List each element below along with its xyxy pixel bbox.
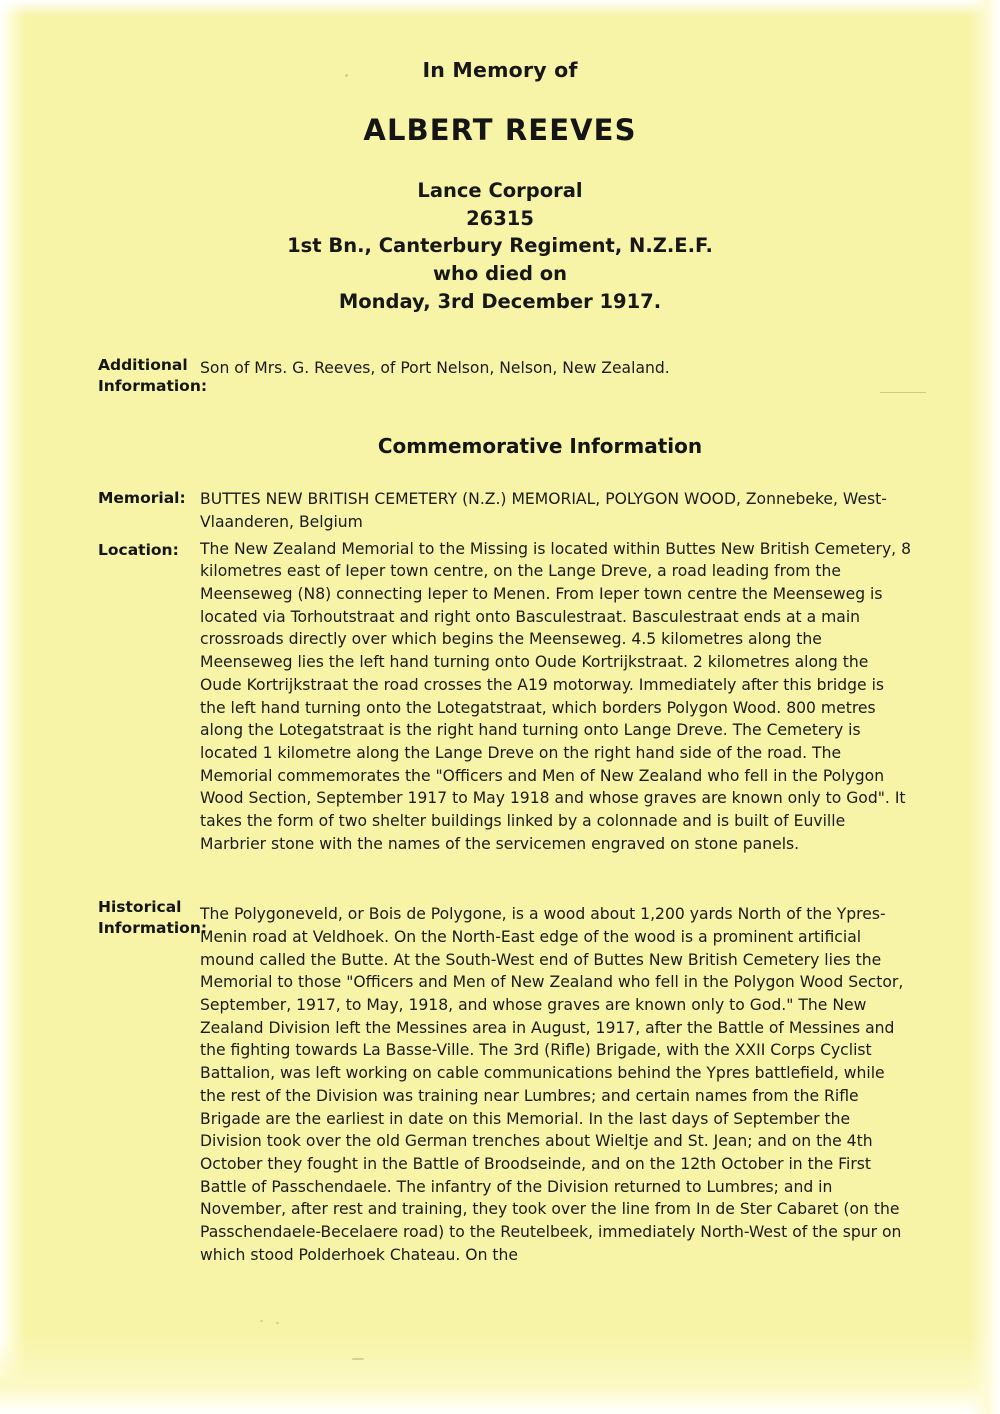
unit-text: 1st Bn., Canterbury Regiment, N.Z.E.F. [287,234,713,258]
historical-information-text [200,897,1000,1266]
scan-speck [260,1320,263,1322]
historical-information-row [0,897,1000,1266]
additional-information-label [0,355,208,396]
service-number-text: 26315 [466,206,534,230]
memorial-label: Memorial: [98,489,186,508]
service-details [0,177,1000,315]
died-on-text: who died on [433,262,567,286]
scan-speck [276,1322,279,1324]
additional-information-paragraph: Son of Mrs. G. Reeves, of Port Nelson, Nelson, New Zealand. [200,359,670,378]
date-of-death-text: Monday, 3rd December 1917. [338,289,662,313]
commemorative-information-heading: Commemorative Information [377,434,703,459]
additional-information-label-line1: Additional [98,356,188,375]
in-memory-of-text: In Memory of [422,58,578,82]
soldier-name: ALBERT REEVES [363,113,637,147]
historical-information-label [0,897,208,938]
memorial-header [0,0,1000,315]
location-row [0,538,1000,856]
additional-information-label-line2: Information: [98,376,208,395]
memorial-text [200,488,1000,533]
additional-information-row [0,355,1000,396]
location-text [200,538,1000,856]
page-bottom-edge [0,1334,1000,1414]
historical-information-paragraph: The Polygoneveld, or Bois de Polygone, is a wood about 1,200 yards North of the Ypres-Menin road at Veldhoek. On the North-East edge of the wood is a prominent artificial mound called the Butte. At the South-West end of Buttes New British Cemetery lies the Memorial to those "Officers and Men of New Zealand who fell in the Polygon Wood Sector, September, 1917, to May, 1918, and whose graves are known only to God." The New Zealand Division left the Messines area in August, 1917, after the Battle of Messines and the fighting towards La Basse-Ville. The 3rd (Rifle) Brigade, with the XXII Corps Cyclist Battalion, was left working on cable communications behind the Ypres battlefield, while the rest of the Division was training near Lumbres; and certain names from the Rifle Brigade are the earliest in date on this Memorial. In the last days of September the Division took over the old German trenches about Wieltje and St. Jean; and on the 4th October they fought in the Battle of Broodseinde, and on the 12th October in the First Battle of Passchendaele. The infantry of the Division returned to Lumbres; and in November, after rest and training, they took over the line from In de Ster Cabaret (on the Passchendaele-Becelaere road) to the Reutelbeek, immediately North-West of the spur on which stood Polderhoek Chateau. On the [200,905,904,1264]
historical-information-label-line1: Historical [98,898,182,917]
historical-information-label-line2: Information: [98,918,208,937]
location-label: Location: [98,540,179,559]
memorial-row [0,488,1000,533]
rank-text: Lance Corporal [417,179,583,202]
scan-speck [352,1358,364,1360]
location-paragraph: The New Zealand Memorial to the Missing is located within Buttes New British Cemetery, 8 kilometres east of Ieper town centre, on the Lange Dreve, a road leading from the Meenseweg (N8) connecting Ieper to Menen. From Ieper town centre the Meenseweg is located via Torhoutstraat and right onto Basculestraat. Basculestraat ends at a main crossroads directly over which begins the Meenseweg. 4.5 kilometres along the Meenseweg lies the left hand turning onto Oude Kortrijkstraat. 2 kilometres along the Oude Kortrijkstraat the road crosses the A19 motorway. Immediately after this bridge is the left hand turning onto the Lotegatstraat, which borders Polygon Wood. 800 metres along the Lotegatstraat is the right hand turning onto Lange Dreve. The Cemetery is located 1 kilometre along the Lange Dreve on the right hand side of the road. The Memorial commemorates the "Officers and Men of New Zealand who fell in the Polygon Wood Section, September 1917 to May 1918 and whose graves are known only to God". It takes the form of two shelter buildings linked by a colonnade and is built of Euville Marbrier stone with the names of the servicemen engraved on stone panels. [200,539,912,853]
memorial-paragraph: BUTTES NEW BRITISH CEMETERY (N.Z.) MEMORIAL, POLYGON WOOD, Zonnebeke, West-Vlaanderen, Belgium [200,490,887,532]
additional-information-text [200,355,1000,380]
